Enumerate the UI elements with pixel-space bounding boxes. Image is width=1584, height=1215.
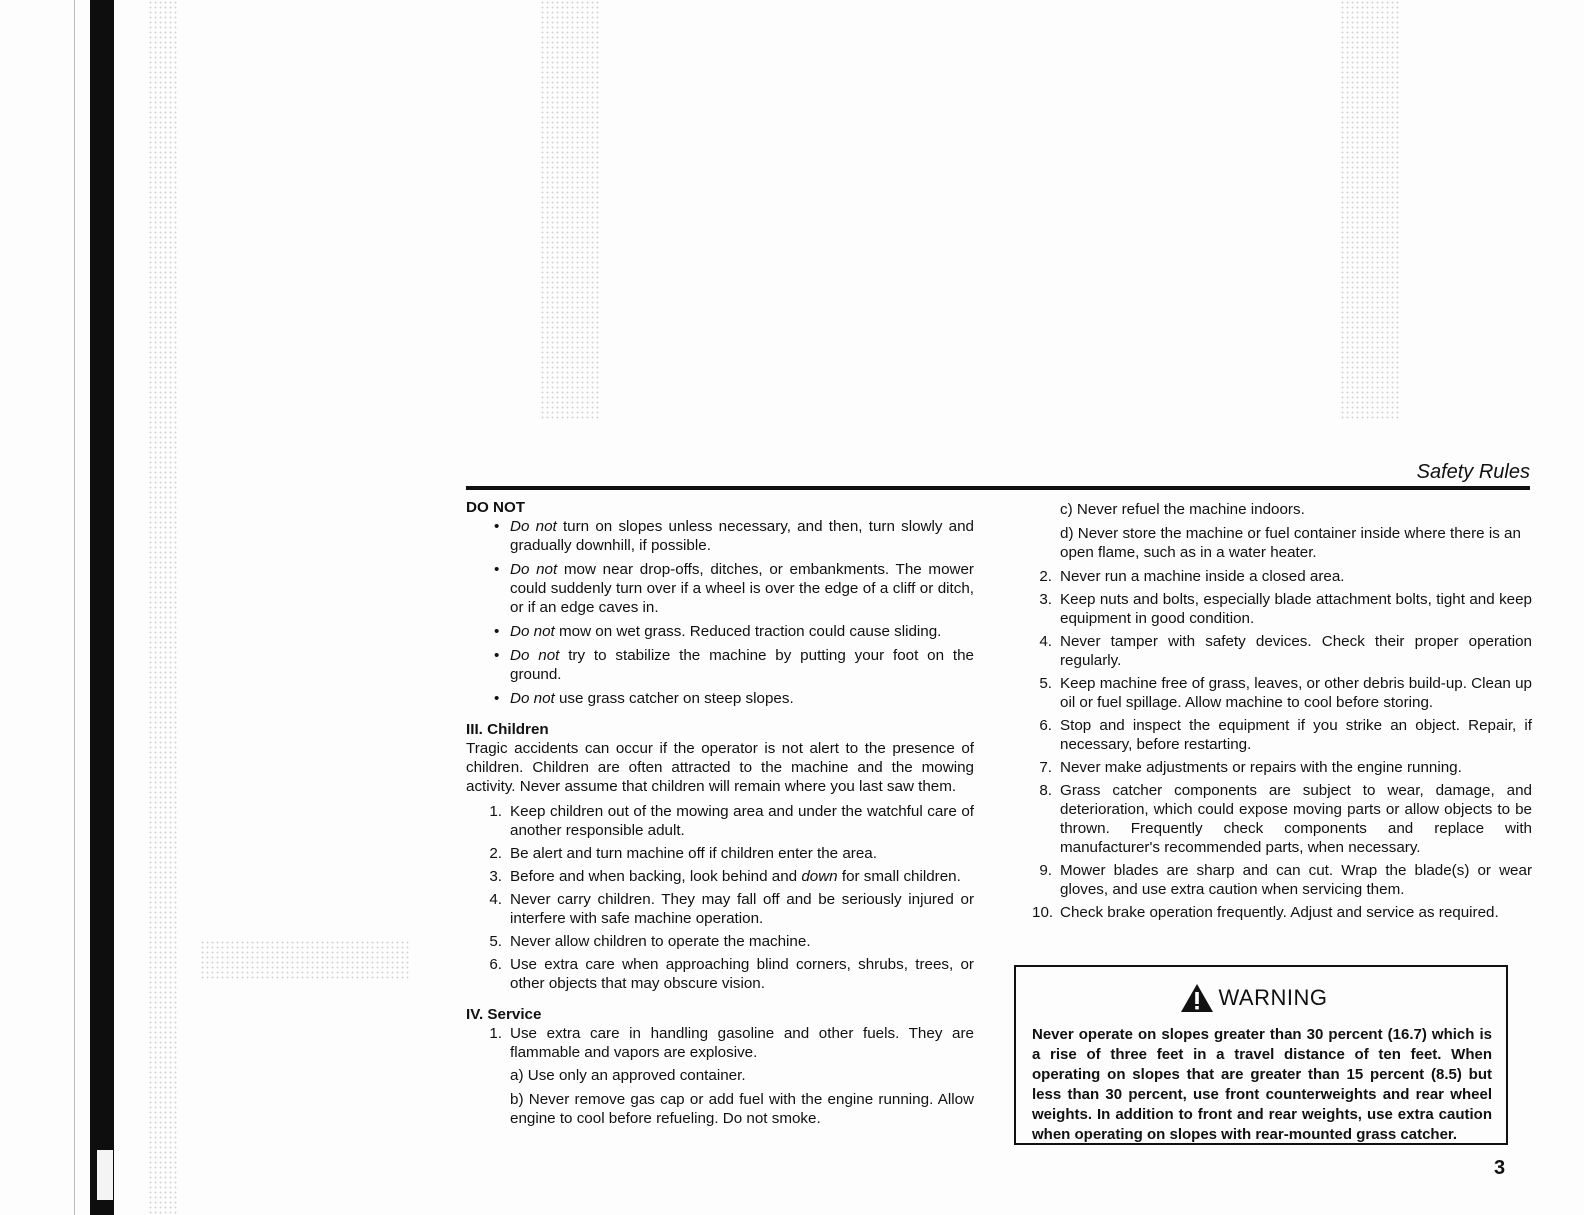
- item-number: 5.: [1039, 675, 1052, 692]
- list-item: [466, 689, 974, 708]
- list-item: [1032, 716, 1532, 754]
- item-text: Be alert and turn machine off if children enter the area.: [510, 845, 877, 862]
- emphasis: Do not: [510, 518, 557, 535]
- page-number: 3: [1494, 1157, 1506, 1179]
- emphasis: Do not: [510, 690, 555, 707]
- scan-speckle: [1340, 0, 1400, 420]
- list-item: [466, 622, 974, 641]
- list-item: [466, 955, 974, 993]
- item-number: 2.: [489, 845, 502, 862]
- item-text: Use extra care when approaching blind corners, shrubs, trees, or other objects that may obscure vision.: [510, 956, 974, 992]
- donot-heading: DO NOT: [466, 499, 526, 516]
- warning-text: Never operate on slopes greater than 30 percent (16.7) which is a rise of three feet in a travel distance of ten feet. When operating on slopes that are greater than 15 percent (8.5) but less than 30 percent, use front counterweights and rear wheel weights. In addition to front and rear weights, use extra caution when operating on slopes with rear-mounted grass catcher.: [1032, 1026, 1492, 1143]
- item-text: Keep children out of the mowing area and under the watchful care of another responsible adult.: [510, 803, 974, 839]
- item-number: 5.: [489, 933, 502, 950]
- donot-list: [466, 517, 974, 708]
- item-text: Keep nuts and bolts, especially blade attachment bolts, tight and keep equipment in good condition.: [1060, 591, 1532, 627]
- list-item: [466, 802, 974, 840]
- emphasis: down: [801, 868, 838, 885]
- warning-box: [1014, 965, 1508, 1145]
- emphasis: Do not: [510, 647, 560, 664]
- list-item: [466, 932, 974, 951]
- page-title: Safety Rules: [1416, 461, 1530, 483]
- item-text: Use extra care in handling gasoline and other fuels. They are flammable and vapors are explosive.: [510, 1025, 974, 1061]
- item-number: 2.: [1039, 568, 1052, 585]
- sub-item: c) Never refuel the machine indoors.: [1060, 501, 1305, 518]
- scan-speckle: [540, 0, 600, 420]
- item-number: 10.: [1032, 904, 1054, 921]
- item-text: Never allow children to operate the machine.: [510, 933, 811, 950]
- binding-strip-notch: [97, 1150, 113, 1200]
- item-text: Before and when backing, look behind and: [510, 868, 802, 885]
- service-heading: IV. Service: [466, 1006, 542, 1023]
- service-list: [466, 1024, 974, 1128]
- item-text: for small children.: [837, 868, 961, 885]
- item-text: mow on wet grass. Reduced traction could cause sliding.: [554, 623, 942, 640]
- item-text: Never carry children. They may fall off and be seriously injured or interfere with safe machine operation.: [510, 891, 974, 927]
- list-item: [1032, 861, 1532, 899]
- item-text: Mower blades are sharp and can cut. Wrap the blade(s) or wear gloves, and use extra caution when servicing them.: [1060, 862, 1532, 898]
- list-item: [1032, 781, 1532, 857]
- item-number: 7.: [1039, 759, 1052, 776]
- binding-strip: [90, 0, 114, 1215]
- item-number: 6.: [1039, 717, 1052, 734]
- list-item: [466, 890, 974, 928]
- list-item: [466, 867, 974, 886]
- list-item: [466, 844, 974, 863]
- item-text: Grass catcher components are subject to wear, damage, and deterioration, which could expose moving parts or allow objects to be thrown. Frequently check components and replace with manufacturer's recommended parts, when necessary.: [1060, 782, 1532, 856]
- warning-header: [1016, 973, 1492, 1023]
- item-number: 6.: [489, 956, 502, 973]
- item-number: 8.: [1039, 782, 1052, 799]
- sub-item: b) Never remove gas cap or add fuel with the engine running. Allow engine to cool before refueling. Do not smoke.: [510, 1091, 974, 1127]
- item-number: 3.: [489, 868, 502, 885]
- item-text: Never tamper with safety devices. Check their proper operation regularly.: [1060, 633, 1532, 669]
- sub-item: a) Use only an approved container.: [510, 1067, 746, 1084]
- emphasis: Do not: [510, 623, 555, 640]
- item-number: 9.: [1039, 862, 1052, 879]
- scan-speckle: [148, 0, 178, 1215]
- list-item: [466, 646, 974, 684]
- item-text: Never run a machine inside a closed area.: [1060, 568, 1345, 585]
- item-number: 4.: [1039, 633, 1052, 650]
- list-item: [1032, 674, 1532, 712]
- item-number: 4.: [489, 891, 502, 908]
- header-rule: [466, 486, 1530, 490]
- list-item: [1032, 758, 1532, 777]
- children-heading: III. Children: [466, 721, 549, 738]
- item-text: try to stabilize the machine by putting your foot on the ground.: [510, 647, 974, 683]
- item-text: Never make adjustments or repairs with the engine running.: [1060, 759, 1462, 776]
- warning-triangle-icon: [1180, 983, 1214, 1013]
- children-list: [466, 802, 974, 993]
- service-list-continued: [1032, 567, 1532, 922]
- children-intro: Tragic accidents can occur if the operator is not alert to the presence of children. Children are often attracted to the machine and the mowing activity. Never assume that children will remain where you last saw them.: [466, 740, 974, 795]
- item-text: turn on slopes unless necessary, and then, turn slowly and gradually downhill, if possible.: [510, 518, 975, 554]
- right-column: [1032, 498, 1532, 934]
- item-text: Keep machine free of grass, leaves, or other debris build-up. Clean up oil or fuel spillage. Allow machine to cool before storing.: [1060, 675, 1532, 711]
- item-number: 1.: [489, 1025, 502, 1042]
- list-item: [466, 1024, 974, 1128]
- list-item: [466, 517, 974, 555]
- sub-item: d) Never store the machine or fuel container inside where there is an open flame, such as in a water heater.: [1060, 525, 1521, 561]
- item-text: mow near drop-offs, ditches, or embankments. The mower could suddenly turn over if a wheel is over the edge of a cliff or ditch, or if an edge caves in.: [510, 561, 974, 616]
- list-item: [1032, 590, 1532, 628]
- list-item: [1032, 903, 1532, 922]
- emphasis: Do not: [510, 561, 558, 578]
- list-item: [1032, 632, 1532, 670]
- scan-speckle: [200, 940, 410, 980]
- item-text: use grass catcher on steep slopes.: [554, 690, 794, 707]
- list-item: [466, 560, 974, 617]
- item-text: Stop and inspect the equipment if you strike an object. Repair, if necessary, before restarting.: [1060, 717, 1532, 753]
- item-number: 1.: [489, 803, 502, 820]
- binding-edge-line: [74, 0, 75, 1215]
- item-text: Check brake operation frequently. Adjust and service as required.: [1060, 904, 1499, 921]
- left-column: [466, 498, 974, 1140]
- list-item: [1032, 567, 1532, 586]
- warning-title: WARNING: [1218, 985, 1328, 1010]
- item-number: 3.: [1039, 591, 1052, 608]
